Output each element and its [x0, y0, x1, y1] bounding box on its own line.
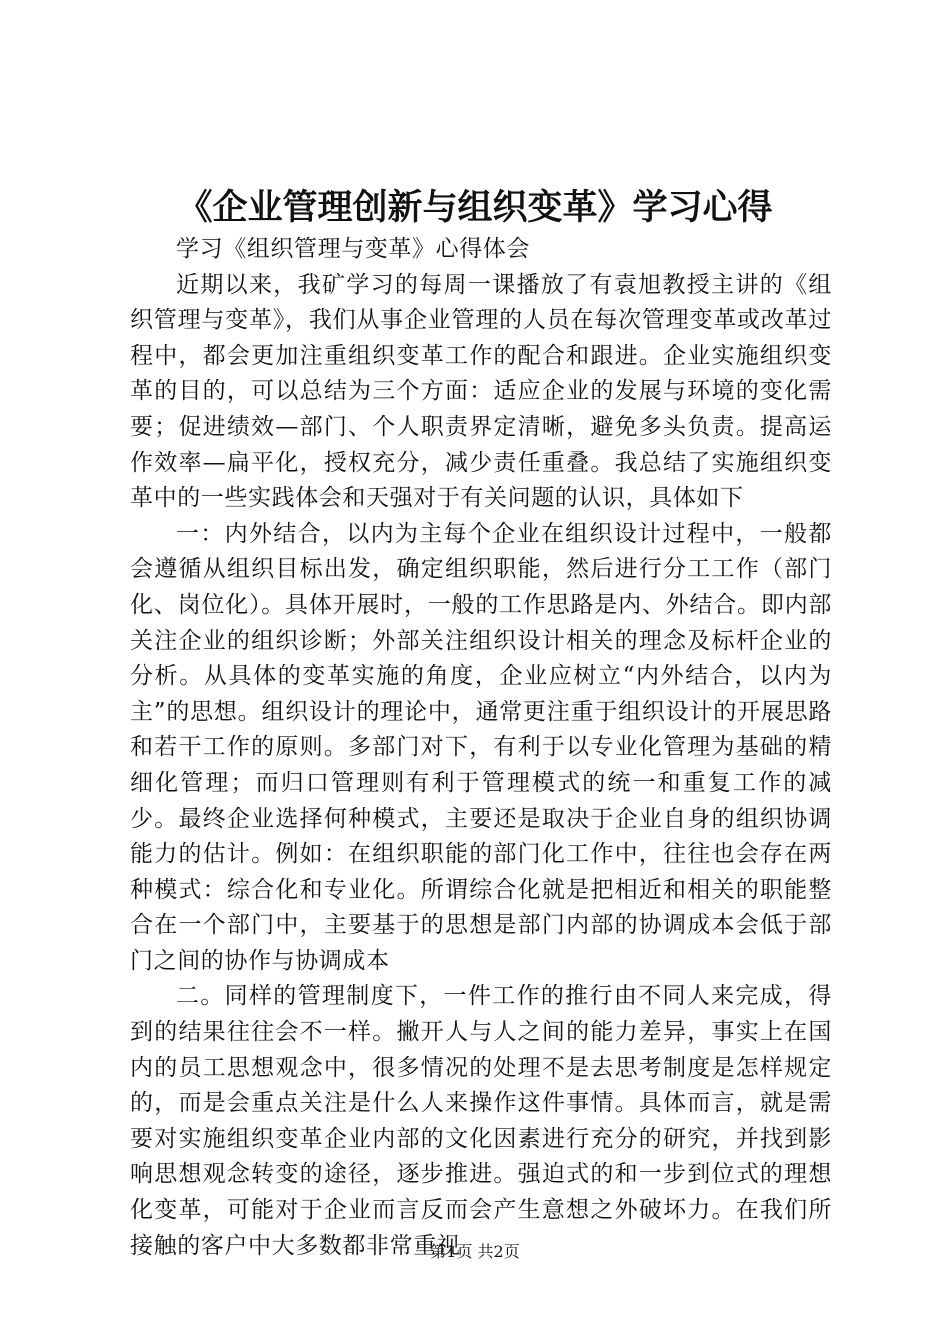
document-title: 《企业管理创新与组织变革》学习心得	[177, 187, 773, 228]
document-body	[130, 232, 832, 1264]
paragraph-point-two: 二。同样的管理制度下，一件工作的推行由不同人来完成，得到的结果往往会不一样。撇开人与人之间的能力差异，事实上在国内的员工思想观念中，很多情况的处理不是去思考制度是怎样规定的，而是会重点关注是什么人来操作这件事情。具体而言，就是需要对实施组织变革企业内部的文化因素进行充分的研究，并找到影响思想观念转变的途径，逐步推进。强迫式的和一步到位式的理想化变革，可能对于企业而言反而会产生意想之外破坏力。在我们所接触的客户中大多数都非常重视	[130, 983, 832, 1259]
paragraph-point-one: 一：内外结合，以内为主每个企业在组织设计过程中，一般都会遵循从组织目标出发，确定组织职能，然后进行分工工作（部门化、岗位化）。具体开展时，一般的工作思路是内、外结合。即内部关注企业的组织诊断；外部关注组织设计相关的理念及标杆企业的分析。从具体的变革实施的角度，企业应树立“内外结合，以内为主”的思想。组织设计的理论中，通常更注重于组织设计的开展思路和若干工作的原则。多部门对下，有利于以专业化管理为基础的精细化管理；而归口管理则有利于管理模式的统一和重复工作的减少。最终企业选择何种模式，主要还是取决于企业自身的组织协调能力的估计。例如：在组织职能的部门化工作中，往往也会存在两种模式：综合化和专业化。所谓综合化就是把相近和相关的职能整合在一个部门中，主要基于的思想是部门内部的协调成本会低于部门之间的协作与协调成本	[130, 520, 832, 974]
page-footer: 第1页 共2页	[430, 1242, 520, 1261]
paragraph-intro: 近期以来，我矿学习的每周一课播放了有袁旭教授主讲的《组织管理与变革》，我们从事企业管理的人员在每次管理变革或改革过程中，都会更加注重组织变革工作的配合和跟进。企业实施组织变革的目的，可以总结为三个方面：适应企业的发展与环境的变化需要；促进绩效—部门、个人职责界定清晰，避免多头负责。提高运作效率—扁平化，授权充分，减少责任重叠。我总结了实施组织变革中的一些实践体会和天强对于有关问题的认识，具体如下	[130, 271, 832, 512]
paragraph-subtitle: 学习《组织管理与变革》心得体会	[176, 236, 530, 262]
